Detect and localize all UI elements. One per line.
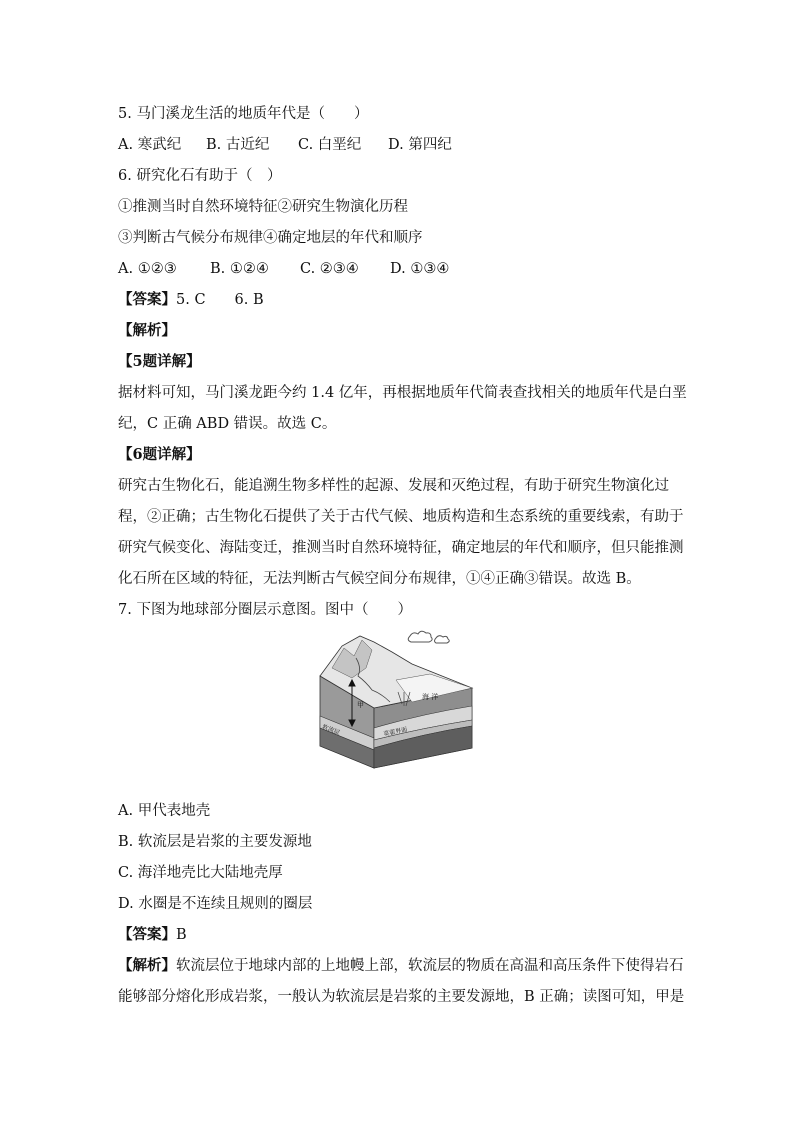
label-ocean: 海 洋 <box>422 693 439 701</box>
q7-stem: 7. 下图为地球部分圈层示意图。图中（ ） <box>118 602 412 618</box>
answer-text: 5. C 6. B <box>176 292 264 308</box>
detail6-heading: 【6题详解】 <box>118 446 201 463</box>
q6-option-a: A. ①②③ <box>118 261 177 277</box>
analysis7-label: 【解析】 <box>118 957 176 974</box>
q5-options <box>118 135 452 155</box>
detail5-line1: 据材料可知，马门溪龙距今约 1.4 亿年，再根据地质年代简表查找相关的地质年代是白垩 <box>118 385 687 401</box>
answer-5-6 <box>118 290 264 310</box>
detail6-line2: 程，②正确；古生物化石提供了关于古代气候、地质构造和生态系统的重要线索，有助于 <box>118 509 684 525</box>
detail6-line3: 研究气候变化、海陆变迁，推测当时自然环境特征，确定地层的年代和顺序，但只能推测 <box>118 540 684 556</box>
answer-7 <box>118 925 187 945</box>
q7-option-a: A. 甲代表地壳 <box>118 803 211 819</box>
answer7-text: B <box>176 927 187 943</box>
q5-stem: 5. 马门溪龙生活的地质年代是（ ） <box>118 106 369 122</box>
q6-option-d: D. ①③④ <box>390 261 450 277</box>
label-jia: 甲 <box>357 701 364 709</box>
answer-label: 【答案】 <box>118 291 176 308</box>
label-asthenosphere: 软流层 <box>321 723 341 737</box>
q6-options <box>118 259 449 279</box>
q7-option-b: B. 软流层是岩浆的主要发源地 <box>118 834 312 850</box>
q6-stem: 6. 研究化石有助于（ ） <box>118 168 282 184</box>
analysis7-line2: 能够部分熔化形成岩浆，一般认为软流层是岩浆的主要发源地，B 正确；读图可知，甲是 <box>118 989 685 1005</box>
q5-option-b: B. 古近纪 <box>206 137 270 153</box>
q5-option-c: C. 白垩纪 <box>298 137 362 153</box>
cloud-icon <box>408 631 449 643</box>
detail6-line4: 化石所在区域的特征，无法判断古气候空间分布规律，①④正确③错误。故选 B。 <box>118 571 641 587</box>
detail5-heading: 【5题详解】 <box>118 353 201 370</box>
q6-statements-2: ③判断古气候分布规律④确定地层的年代和顺序 <box>118 230 423 246</box>
detail5-line2: 纪，C 正确 ABD 错误。故选 C。 <box>118 416 337 432</box>
analysis-heading: 【解析】 <box>118 322 176 339</box>
answer7-label: 【答案】 <box>118 926 176 943</box>
detail6-line1: 研究古生物化石，能追溯生物多样性的起源、发展和灭绝过程，有助于研究生物演化过 <box>118 478 669 494</box>
q6-statements-1: ①推测当时自然环境特征②研究生物演化历程 <box>118 199 408 215</box>
q7-option-c: C. 海洋地壳比大陆地壳厚 <box>118 865 283 881</box>
q6-option-b: B. ①②④ <box>210 261 269 277</box>
q5-option-d: D. 第四纪 <box>388 137 452 153</box>
q5-option-a: A. 寒武纪 <box>118 137 182 153</box>
earth-spheres-diagram <box>312 628 484 790</box>
label-moho: 莫霍界面 <box>382 726 408 738</box>
analysis7-line1 <box>118 956 684 976</box>
q7-option-d: D. 水圈是不连续且规则的圈层 <box>118 896 313 912</box>
q6-option-c: C. ②③④ <box>300 261 359 277</box>
analysis7-text1: 软流层位于地球内部的上地幔上部，软流层的物质在高温和高压条件下使得岩石 <box>176 958 684 974</box>
